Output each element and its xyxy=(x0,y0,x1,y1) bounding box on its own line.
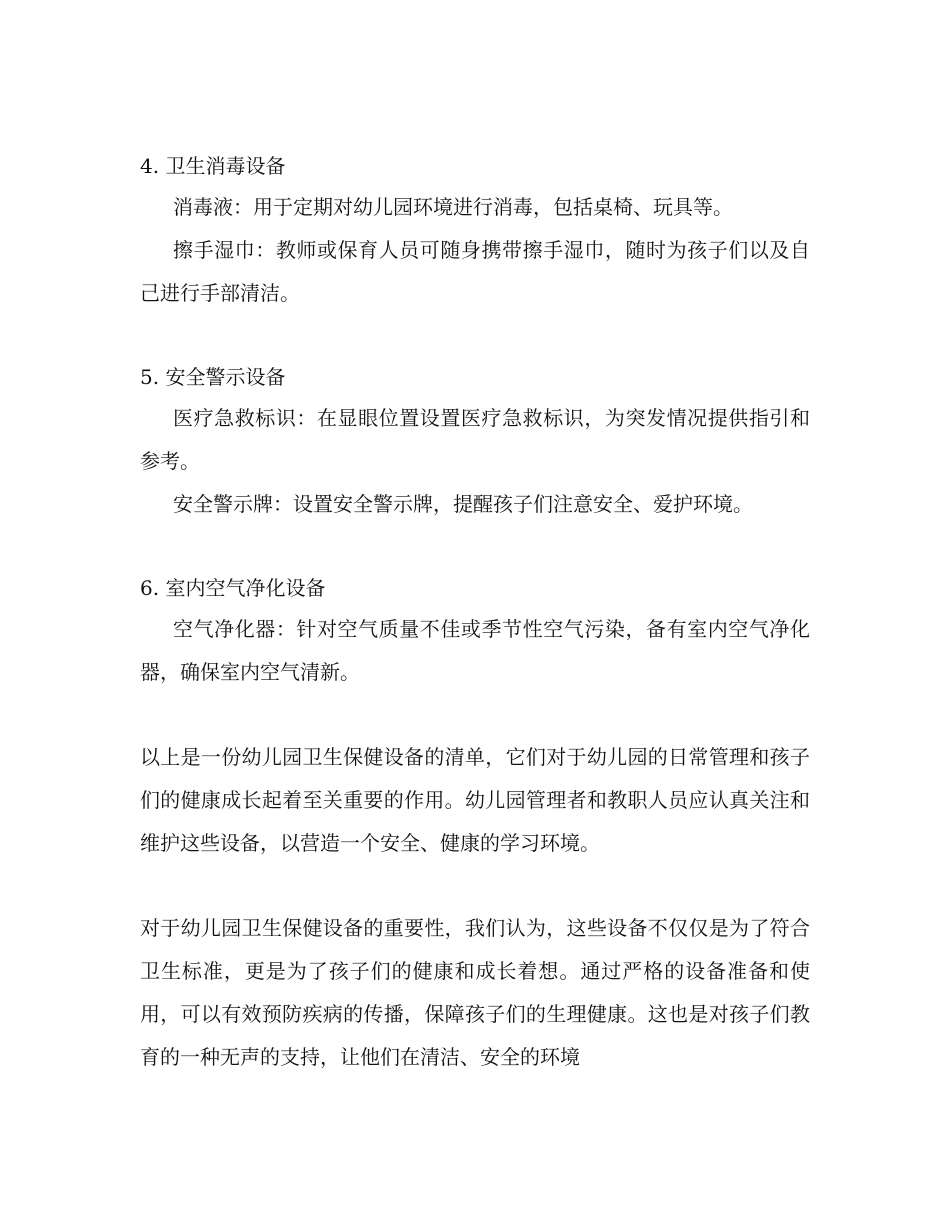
section-safety-warning-equipment xyxy=(140,357,810,526)
section-disinfection-equipment xyxy=(140,146,810,315)
paragraph-disinfectant: 消毒液：用于定期对幼儿园环境进行消毒，包括桌椅、玩具等。 xyxy=(173,195,733,219)
paragraph-first-aid-sign: 医疗急救标识：在显眼位置设置医疗急救标识，为突发情况提供指引和参考。 xyxy=(140,406,810,473)
section-heading: 5. 安全警示设备 xyxy=(140,365,286,389)
paragraph-air-purifier: 空气净化器：针对空气质量不佳或季节性空气污染，备有室内空气净化器，确保室内空气清新。 xyxy=(140,617,810,684)
importance-paragraph: 对于幼儿园卫生保健设备的重要性，我们认为，这些设备不仅仅是为了符合卫生标准，更是为了孩子们的健康和成长着想。通过严格的设备准备和使用，可以有效预防疾病的传播，保障孩子们的生理健康。这也是对孩子们教育的一种无声的支持，让他们在清洁、安全的环境 xyxy=(140,916,810,1069)
section-heading: 6. 室内空气净化设备 xyxy=(140,576,326,600)
paragraph-warning-sign: 安全警示牌：设置安全警示牌，提醒孩子们注意安全、爱护环境。 xyxy=(173,492,753,516)
paragraph-wet-wipes: 擦手湿巾：教师或保育人员可随身携带擦手湿巾，随时为孩子们以及自己进行手部清洁。 xyxy=(140,238,810,305)
section-air-purification-equipment xyxy=(140,568,810,694)
summary-paragraph: 以上是一份幼儿园卫生保健设备的清单，它们对于幼儿园的日常管理和孩子们的健康成长起着至关重要的作用。幼儿园管理者和教职人员应认真关注和维护这些设备，以营造一个安全、健康的学习环境。 xyxy=(140,745,810,855)
section-heading: 4. 卫生消毒设备 xyxy=(140,154,286,178)
document-body xyxy=(140,146,810,1121)
